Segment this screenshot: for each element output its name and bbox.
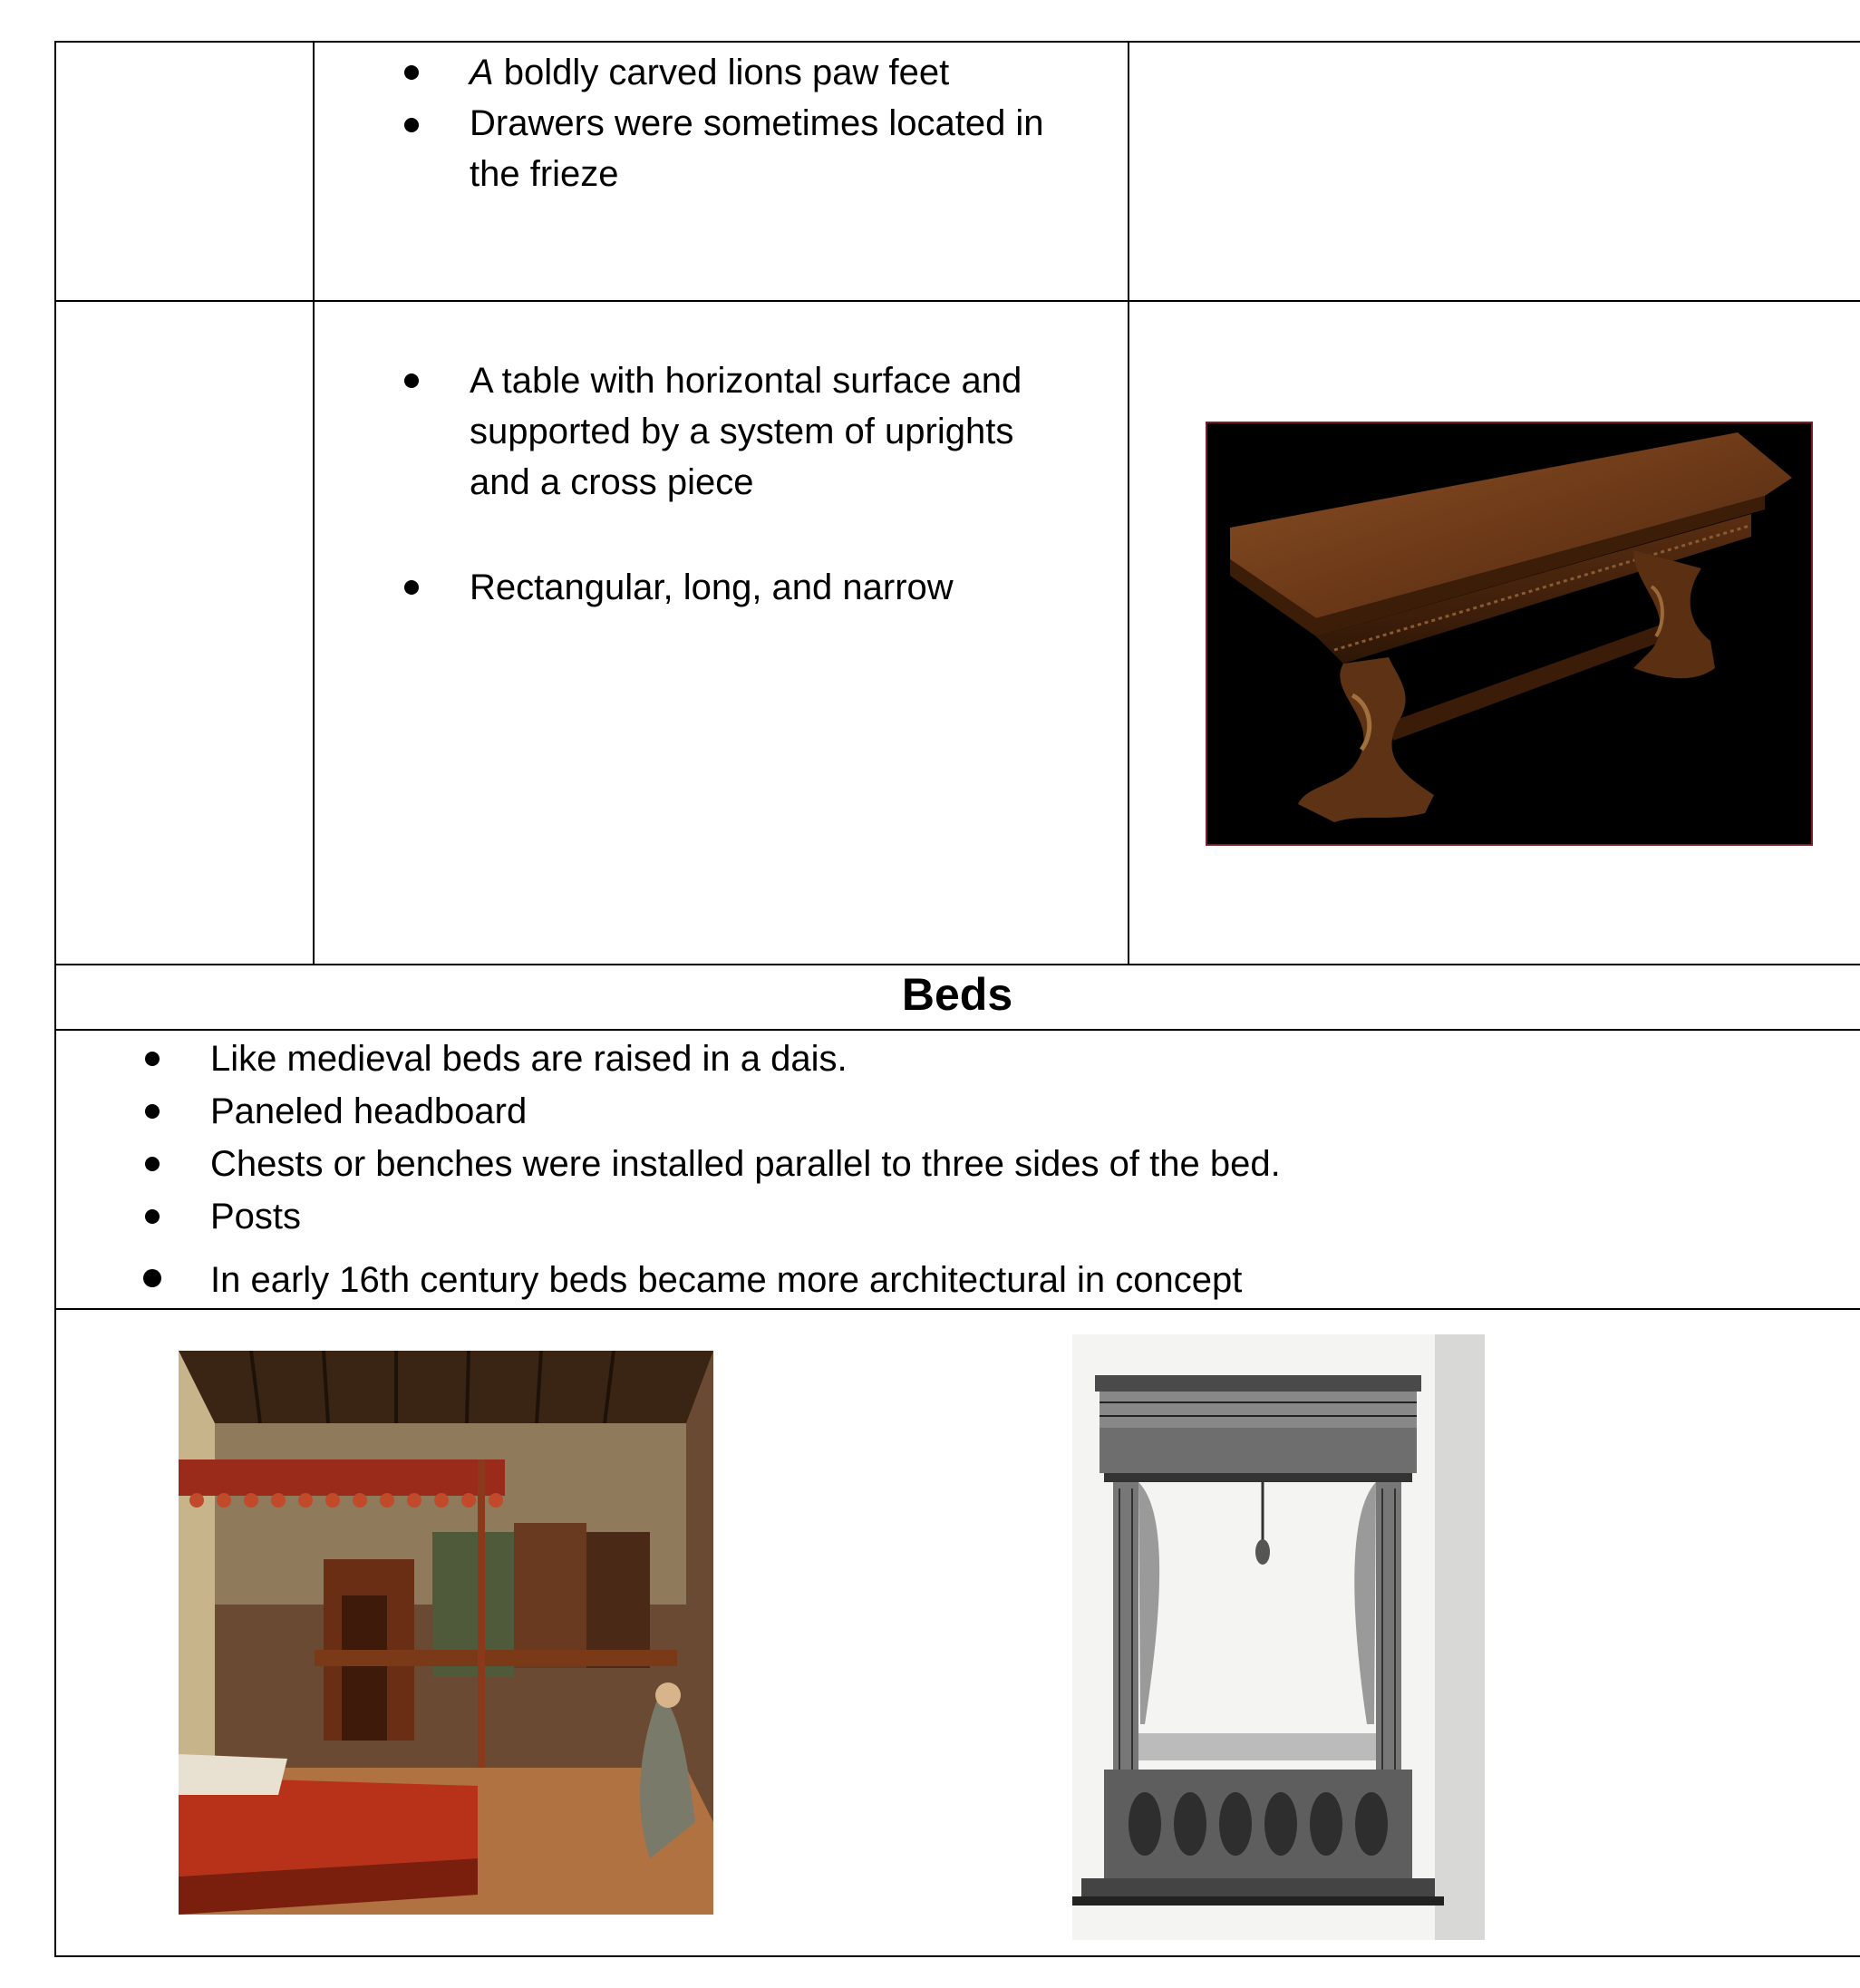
renaissance-bedroom-painting-icon [179, 1351, 713, 1915]
row2-bullet-1-line-2: supported by a system of uprights [470, 412, 1014, 451]
row2-bullet-1-line-1: A table with horizontal surface and [470, 361, 1022, 401]
row1-bullet-1-em: A [470, 53, 494, 92]
bullet-marker [145, 1209, 160, 1224]
bullet-marker [145, 1157, 160, 1171]
row1-bullet-1-rest: boldly carved lions paw feet [493, 53, 950, 92]
beds-heading: Beds [901, 969, 1013, 1020]
row1-bullet-2-line-2: the frieze [470, 154, 619, 194]
beds-bullet-5: In early 16th century beds became more architectural in concept [210, 1260, 1243, 1300]
canopy-bed-drawing-image [1072, 1334, 1485, 1940]
beds-bullet-1: Like medieval beds are raised in a dais. [210, 1039, 848, 1079]
column-divider-1 [313, 41, 315, 965]
bullet-marker [404, 118, 419, 132]
bullet-marker [404, 580, 419, 595]
bullet-marker [404, 65, 419, 80]
bedroom-painting-image [179, 1351, 713, 1915]
row-divider-4 [54, 1308, 1860, 1310]
beds-bullet-3: Chests or benches were installed parallel to three sides of the bed. [210, 1144, 1281, 1184]
bullet-marker [143, 1269, 161, 1287]
row2-bullet-1-line-3: and a cross piece [470, 462, 754, 502]
beds-bullet-4: Posts [210, 1197, 302, 1236]
bullet-marker [404, 373, 419, 388]
row-divider-2 [54, 964, 1860, 965]
canopy-bed-engraving-icon [1072, 1334, 1485, 1940]
column-divider-2 [1128, 41, 1129, 965]
row-divider-3 [54, 1029, 1860, 1031]
bullet-marker [145, 1104, 160, 1119]
row2-bullet-2: Rectangular, long, and narrow [470, 567, 954, 607]
row-divider-1 [54, 300, 1860, 302]
bullet-marker [145, 1052, 160, 1066]
row1-bullet-2-line-1: Drawers were sometimes located in [470, 103, 1044, 143]
table-bottom-border [54, 1955, 1860, 1957]
row1-bullet-1 [470, 47, 949, 98]
trestle-table-image [1206, 422, 1813, 846]
table-top-border [54, 41, 1860, 43]
renaissance-trestle-table-photo-icon [1207, 423, 1811, 844]
beds-bullet-2: Paneled headboard [210, 1091, 528, 1131]
